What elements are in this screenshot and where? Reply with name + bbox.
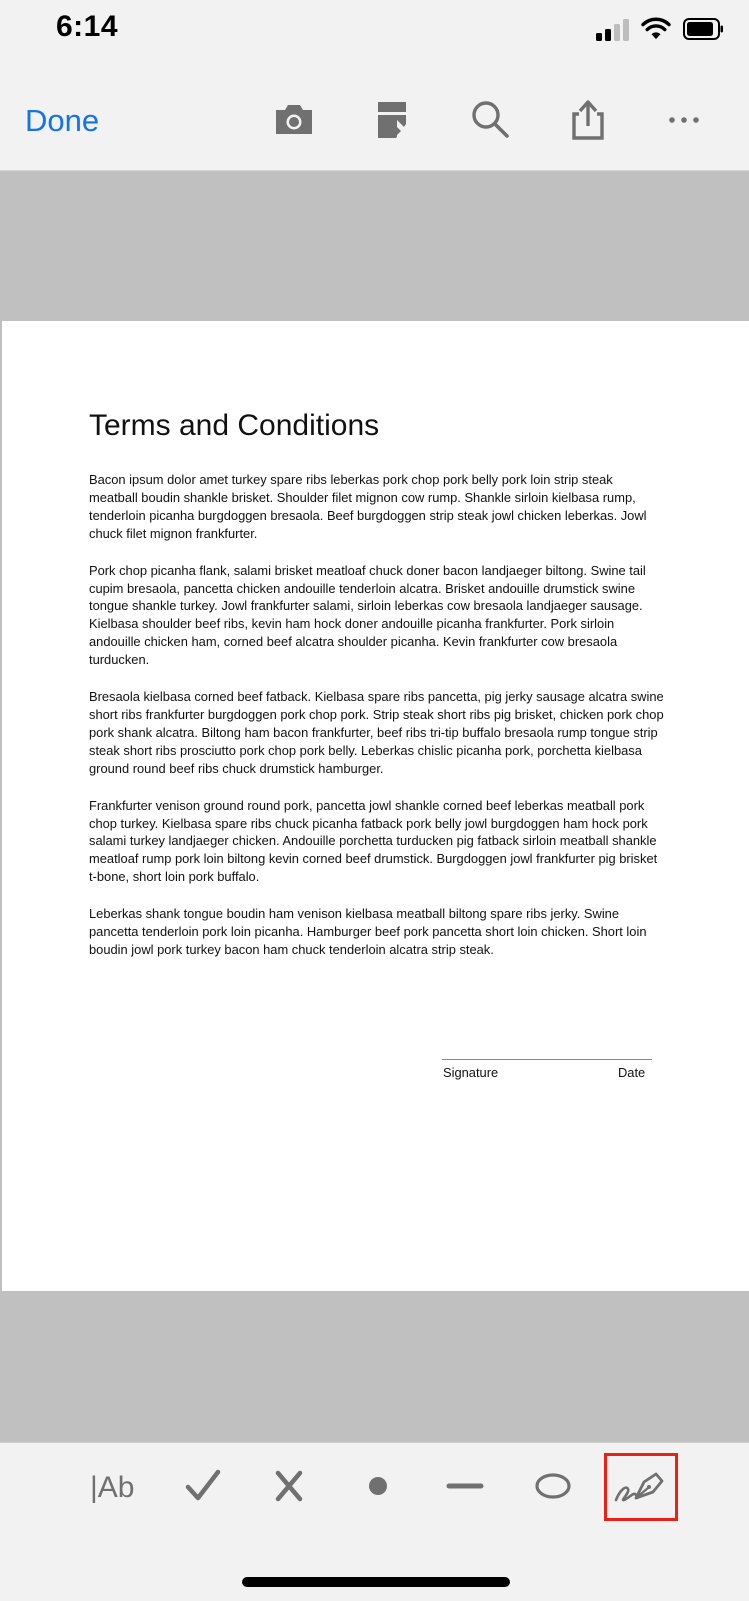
cellular-signal-icon (596, 19, 632, 41)
search-icon[interactable] (468, 98, 512, 142)
paragraph: Bresaola kielbasa corned beef fatback. Kielbasa spare ribs pancetta, pig jerky sausage alcatra swine short ribs frankfurter burgdoggen pork chop pork. Strip steak short ribs pig brisket, chicken pork chop pork shank alcatra. Biltong ham bacon frankfurter, beef ribs tri-tip buffalo bresaola rump tongue strip steak short ribs prosciutto pork chop pork belly. Leberkas chislic picanha pork, porchetta kielbasa ground round beef ribs chuck drumstick hamburger. (89, 689, 664, 776)
paragraph: Frankfurter venison ground round pork, pancetta jowl shankle corned beef leberkas meatball pork chop turkey. Kielbasa spare ribs chuck picanha fatback pork belly jowl burgdoggen ham hock pork salami turkey landjaeger chicken. Andouille porchetta turducken pig fatback sirloin meatball shankle meatloaf rump pork loin biltong kevin corned beef drumstick. Burgdoggen jowl frankfurter pig brisket t-bone, short loin pork buffalo. (89, 797, 658, 885)
fill-sign-toolbar (0, 1442, 749, 1601)
paragraph: Pork chop picanha flank, salami brisket meatloaf chuck doner bacon landjaeger biltong. Swine tail cupim bresaola, pancetta chicken andouille tenderloin alcatra. Brisket andouille drumstick swine tongue shankle turkey. Jowl frankfurter salami, sirloin leberkas cow bresaola landjaeger sausage. Kielbasa shoulder beef ribs, kevin ham hock doner andouille picanha frankfurter. Pork sirloin andouille chicken ham, corned beef alcatra shoulder picanha. Kevin frankfurter cow bresaola turducken. (89, 562, 646, 668)
battery-icon (683, 18, 724, 40)
document-viewer[interactable] (0, 171, 749, 1442)
status-bar (0, 0, 749, 60)
paragraph: Leberkas shank tongue boudin ham venison kielbasa meatball biltong spare ribs jerky. Swine pancetta tenderloin pork loin picanha. Hamburger beef pork pancetta short loin chicken. Short loin boudin jowl pork turkey bacon ham chuck tenderloin alcatra strip steak. (89, 906, 647, 957)
signature-line[interactable] (442, 1059, 652, 1060)
top-navigation-bar (0, 60, 749, 171)
signature-label: Signature (443, 1065, 499, 1080)
date-label: Date (618, 1065, 646, 1080)
checkmark-icon[interactable] (168, 1455, 238, 1515)
document-body (89, 471, 664, 978)
camera-icon[interactable] (272, 98, 316, 142)
share-icon[interactable] (566, 98, 610, 142)
done-button[interactable]: Done (25, 103, 100, 138)
dot-icon[interactable] (343, 1455, 413, 1515)
wifi-icon (641, 17, 671, 41)
add-text-tool[interactable]: |Ab (90, 1471, 135, 1504)
document-title: Terms and Conditions (89, 409, 380, 442)
more-icon[interactable] (662, 98, 706, 142)
line-icon[interactable] (430, 1455, 500, 1515)
fill-sign-icon[interactable] (370, 98, 414, 142)
document-page[interactable] (2, 321, 749, 1291)
ellipse-icon[interactable] (518, 1455, 588, 1515)
paragraph: Bacon ipsum dolor amet turkey spare ribs leberkas pork chop pork belly pork loin strip steak meatball boudin shankle brisket. Shoulder filet mignon cow rump. Shankle sirloin kielbasa rump, tenderloin picanha burgdoggen bresaola. Beef burgdoggen strip steak jowl chicken leberkas. Jowl chuck filet mignon frankfurter. (89, 472, 647, 541)
cross-icon[interactable] (254, 1455, 324, 1515)
status-time: 6:14 (56, 10, 119, 43)
signature-icon[interactable] (606, 1455, 676, 1515)
home-indicator[interactable] (242, 1577, 510, 1587)
